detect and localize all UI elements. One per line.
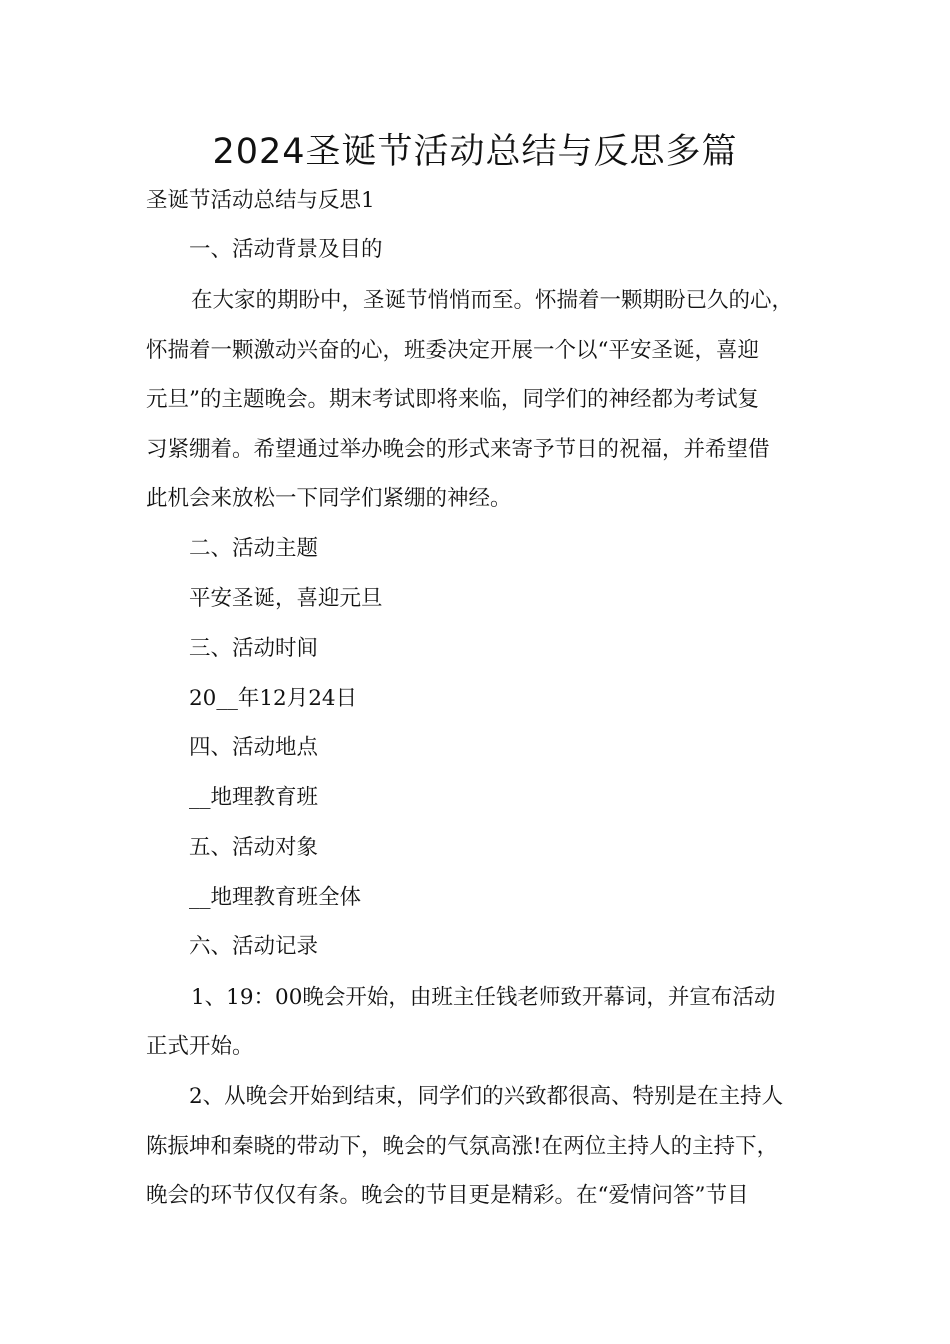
heading-place: 四、活动地点: [189, 735, 319, 760]
paragraph-line: 怀揣着一颗激动兴奋的心，班委决定开展一个以“平安圣诞，喜迎: [146, 338, 759, 363]
paragraph-line: 在大家的期盼中，圣诞节悄悄而至。怀揣着一颗期盼已久的心，: [191, 288, 794, 313]
theme-text: 平安圣诞，喜迎元旦: [189, 586, 383, 611]
time-text: 20__年12月24日: [189, 686, 358, 711]
heading-time: 三、活动时间: [189, 636, 319, 661]
record-line: 正式开始。: [146, 1034, 254, 1059]
paragraph-line: 习紧绷着。希望通过举办晚会的形式来寄予节日的祝福，并希望借: [146, 437, 770, 462]
record-line: 晚会的环节仅仅有条。晚会的节目更是精彩。在“爱情问答”节目: [146, 1183, 749, 1208]
section-title: 圣诞节活动总结与反思1: [146, 188, 375, 213]
heading-record: 六、活动记录: [189, 934, 319, 959]
audience-text: __地理教育班全体: [189, 885, 362, 910]
heading-audience: 五、活动对象: [189, 835, 319, 860]
document-title: 2024圣诞节活动总结与反思多篇: [212, 132, 738, 172]
paragraph-line: 元旦”的主题晚会。期末考试即将来临，同学们的神经都为考试复: [146, 387, 759, 412]
heading-background: 一、活动背景及目的: [189, 237, 383, 262]
record-line: 陈振坤和秦晓的带动下，晚会的气氛高涨!在两位主持人的主持下，: [146, 1134, 779, 1159]
heading-theme: 二、活动主题: [189, 536, 319, 561]
record-line: 2、从晚会开始到结束，同学们的兴致都很高、特别是在主持人: [189, 1084, 784, 1109]
place-text: __地理教育班: [189, 785, 319, 810]
paragraph-line: 此机会来放松一下同学们紧绷的神经。: [146, 486, 512, 511]
record-line: 1、19：00晚会开始，由班主任钱老师致开幕词，并宣布活动: [191, 985, 776, 1010]
